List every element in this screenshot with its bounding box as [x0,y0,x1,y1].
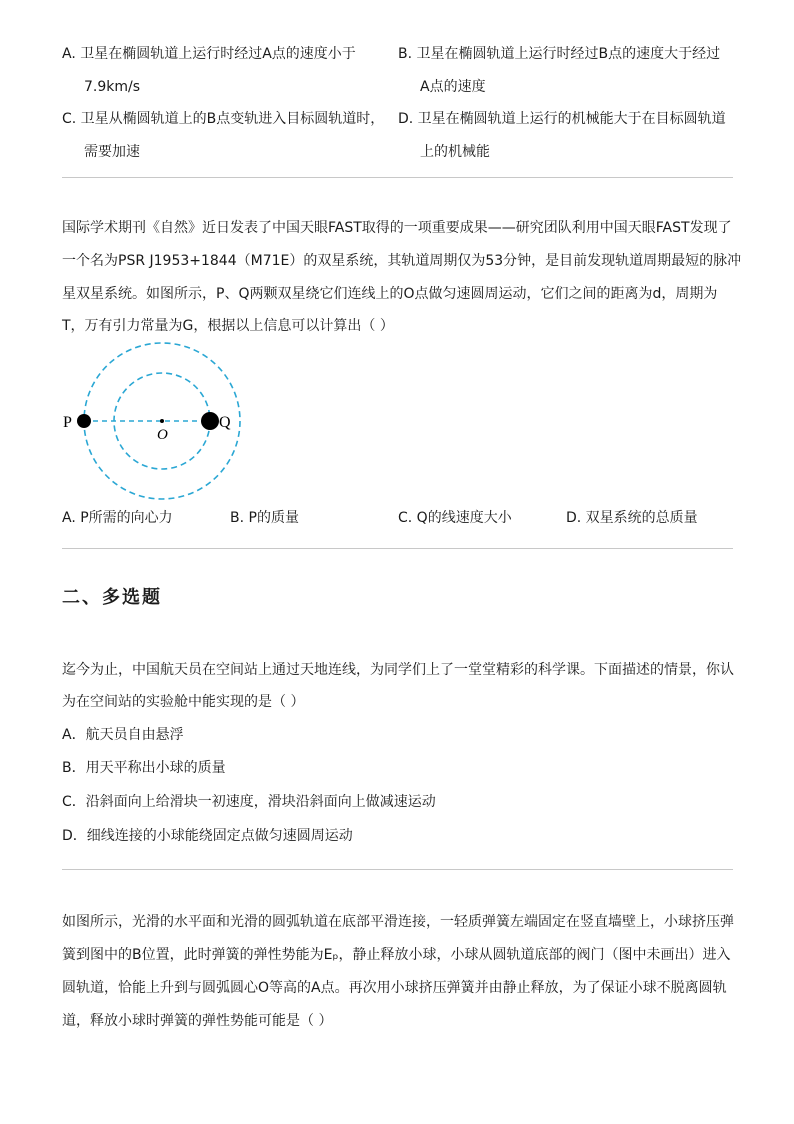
question-fast-line2: 一个名为PSR J1953+1844（M71E）的双星系统，其轨道周期仅为53分钟，是目前发现轨道周期最短的脉冲 [62,253,742,269]
fast-option-d: D. 双星系统的总质量 [566,510,698,526]
question-spring-line1: 如图所示，光滑的水平面和光滑的圆弧轨道在底部平滑连接，一轻质弹簧左端固定在竖直墙壁上，小球挤压弹 [62,914,734,930]
label-o: O [157,427,168,443]
option-c-line1: C. 卫星从椭圆轨道上的B点变轨进入目标圆轨道时， [62,111,385,127]
question-spring-line2: 簧到图中的B位置，此时弹簧的弹性势能为Eₚ，静止释放小球，小球从圆轨道底部的阀门（图中未画出）进入 [62,947,731,963]
option-a-line1: A. 卫星在椭圆轨道上运行时经过A点的速度小于 [62,46,356,62]
star-p [77,414,91,428]
label-p: P [63,414,72,431]
question-fast-line3: 星双星系统。如图所示，P、Q两颗双星绕它们连线上的O点做匀速圆周运动，它们之间的距离为d，周期为 [62,286,718,302]
question-spring-line3: 圆轨道，恰能上升到与圆弧圆心O等高的A点。再次用小球挤压弹簧并由静止释放，为了保证小球不脱离圆轨 [62,980,727,996]
fast-option-a: A. P所需的向心力 [62,510,173,526]
question-space-line1: 迄今为止，中国航天员在空间站上通过天地连线，为同学们上了一堂堂精彩的科学课。下面描述的情景，你认 [62,662,734,678]
divider [62,548,733,549]
option-a-line2: 7.9km/s [84,79,141,95]
space-option-d: D．细线连接的小球能绕固定点做匀速圆周运动 [62,828,353,844]
option-b-line2: A点的速度 [420,79,486,95]
space-option-c: C．沿斜面向上给滑块一初速度，滑块沿斜面向上做减速运动 [62,794,436,810]
option-d-line1: D. 卫星在椭圆轨道上运行的机械能大于在目标圆轨道 [398,111,726,127]
space-option-b: B．用天平称出小球的质量 [62,760,226,776]
question-space-line2: 为在空间站的实验舱中能实现的是（ ） [62,694,305,710]
option-d-line2: 上的机械能 [420,144,490,160]
question-fast-line4: T，万有引力常量为G，根据以上信息可以计算出（ ） [62,318,394,334]
option-c-line2: 需要加速 [84,144,140,160]
fast-option-c: C. Q的线速度大小 [398,510,512,526]
fast-option-b: B. P的质量 [230,510,299,526]
label-q: Q [219,414,231,431]
question-fast-line1: 国际学术期刊《自然》近日发表了中国天眼FAST取得的一项重要成果——研究团队利用中国天眼FAST发现了 [62,220,732,236]
section-title: 二、多选题 [62,587,162,608]
divider [62,177,733,178]
binary-star-diagram [60,340,250,500]
center-o [160,419,164,423]
option-b-line1: B. 卫星在椭圆轨道上运行时经过B点的速度大于经过 [398,46,721,62]
star-q [201,412,219,430]
space-option-a: A．航天员自由悬浮 [62,727,184,743]
question-spring-line4: 道，释放小球时弹簧的弹性势能可能是（ ） [62,1013,333,1029]
divider [62,869,733,870]
